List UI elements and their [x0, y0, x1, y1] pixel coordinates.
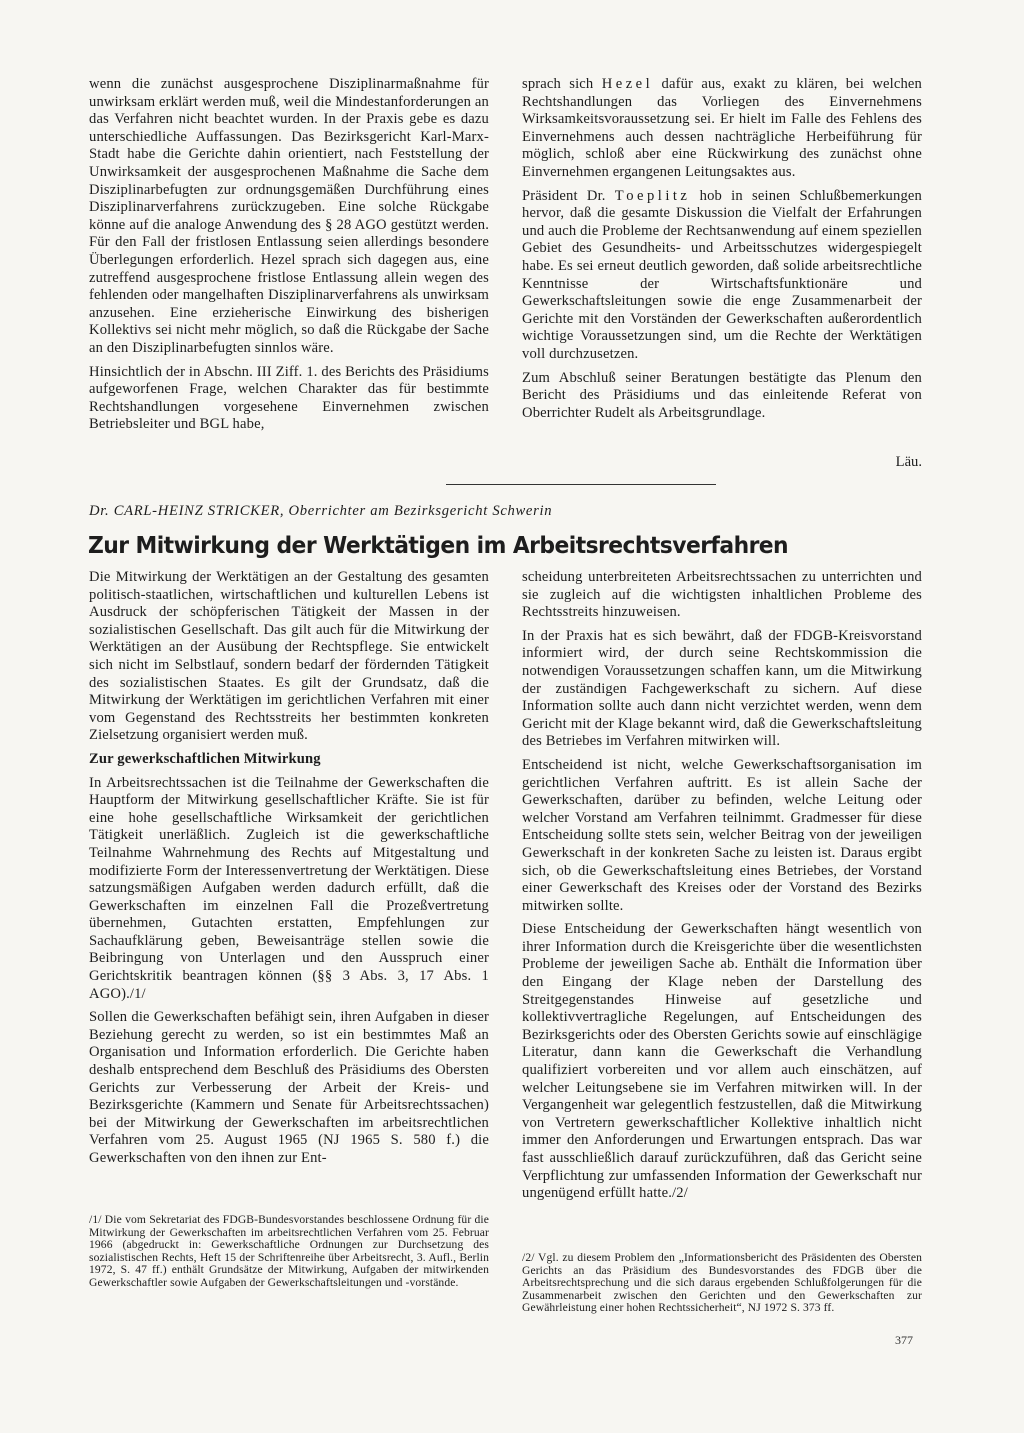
paragraph: wenn die zunächst ausgesprochene Disziplinarmaßnahme für unwirksam erklärt werden muß, weil die Mindestanforderungen an das Verfahren nicht beachtet wurden. In der Praxis gebe es dazu unterschiedliche Auffassungen. Das Bezirksgericht Karl-Marx-Stadt habe die Gerichte dahin orientiert, nach Feststellung der Unwirksamkeit der ausgesprochenen Maßnahme die Sache dem Disziplinarbefugten zur ordnungsgemäßen Durchführung eines Disziplinarverfahrens zurückzugeben. Eine solche Rückgabe könne auf die analoge Anwendung des § 28 AGO gestützt werden. Für den Fall der fristlosen Entlassung seien allerdings besondere Überlegungen erforderlich. Hezel sprach sich dagegen aus, eine zutreffend ausgesprochene fristlose Entlassung allein wegen des fehlenden oder mangelhaften Disziplinarverfahrens als unwirksam anzusehen. Eine erzieherische Einwirkung des bisherigen Kollektivs sei nicht mehr möglich, so daß die Rückgabe der Sache an den Disziplinarbefugten sinnlos wäre. [89, 76, 489, 356]
paragraph: sprach sich Hezel dafür aus, exakt zu klären, bei welchen Rechtshandlungen das Vorliegen des Einvernehmens Wirksamkeitsvoraussetzung sei. Er hielt im Falle des Fehlens des Einvernehmens auch dessen nachträgliche Herbeiführung für möglich, schloß aber eine Rückwirkung des zunächst ohne Einvernehmen ergangenen Leitungsaktes aus. [522, 76, 922, 180]
section-divider [446, 484, 716, 485]
footnote-1: /1/ Die vom Sekretariat des FDGB-Bundesvorstandes beschlossene Ordnung für die Mitwirkung der Gewerkschaften im arbeitsrechtlichen Verfahren vom 25. Februar 1966 (abgedruckt in: Gewerkschaftliche Ordnungen zur Durchsetzung des sozialistischen Rechts, Heft 15 der Schriftenreihe über Arbeitsrecht, 3. Aufl., Berlin 1972, S. 47 ff.) enthält Grundsätze der Mitwirkung, Aufgaben der mitwirkenden Gewerkschaftler sowie Aufgaben der Gewerkschaftsleitungen und -vorstände. [89, 1213, 489, 1289]
page-number: 377 [895, 1333, 913, 1347]
name-hezel: Hezel [601, 76, 654, 92]
section-heading: Zur gewerkschaftlichen Mitwirkung [89, 750, 321, 767]
paragraph: Zum Abschluß seiner Beratungen bestätigte das Plenum den Bericht des Präsidiums und das einleitende Referat von Oberrichter Rudelt als Arbeitsgrundlage. [522, 369, 922, 421]
top-left-column [89, 76, 489, 440]
paragraph: In Arbeitsrechtssachen ist die Teilnahme der Gewerkschaften die Hauptform der Mitwirkung gesellschaftlicher Kräfte. Sie ist für eine hohe gesellschaftliche Wirksamkeit der gerichtlichen Tätigkeit unerläßlich. Zugleich ist die gewerkschaftliche Teilnahme Wahrnehmung des Rechts auf Mitgestaltung und modifizierte Form der Interessenvertretung der Werktätigen. Diese satzungsmäßigen Aufgaben werden dadurch erfüllt, daß die Gewerkschaften im einzelnen Fall die Prozeßvertretung übernehmen, Gutachten erstatten, Empfehlungen zur Sachaufklärung geben, Beweisanträge stellen sowie die Beibringung von Unterlagen und den Ausspruch einer Gerichtskritik beantragen können (§§ 3 Abs. 3, 17 Abs. 1 AGO)./1/ [89, 774, 489, 1002]
paragraph: Sollen die Gewerkschaften befähigt sein, ihren Aufgaben in dieser Beziehung gerecht zu werden, so ist ein bestimmtes Maß an Organisation und Information erforderlich. Die Gerichte haben deshalb entsprechend dem Beschluß des Präsidiums des Obersten Gerichts zur Verbesserung der Arbeit der Kreis- und Bezirksgerichte (Kammern und Senate für Arbeitsrechtssachen) bei der Mitwirkung der Gewerkschaften im arbeitsrechtlichen Verfahren vom 25. August 1965 (NJ 1965 S. 580 f.) die Gewerkschaften von den ihnen zur Ent- [89, 1009, 489, 1166]
paragraph: Hinsichtlich der in Abschn. III Ziff. 1. des Berichts des Präsidiums aufgeworfenen Frage, welchen Charakter das für bestimmte Rechtshandlungen vorgesehene Einvernehmen zwischen Betriebsleiter und BGL habe, [89, 363, 489, 433]
author-byline: Dr. CARL-HEINZ STRICKER, Oberrichter am Bezirksgericht Schwerin [89, 503, 553, 519]
paragraph: Diese Entscheidung der Gewerkschaften hängt wesentlich von ihrer Information durch die Kreisgerichte über die wesentlichsten Probleme der jeweiligen Sache ab. Enthält die Information über den Eingang der Klage neben der Darstellung des Streitgegenstandes Hinweise auf gesetzliche und kollektivvertragliche Regelungen, auf Entscheidungen des Bezirksgerichts oder des Obersten Gerichts sowie auf einschlägige Literatur, dann kann die Gewerkschaft die Verhandlung qualifiziert vorbereiten und vor allem auch einschätzen, auf welcher Leitungsebene sie im Verfahren mitwirken will. In der Vergangenheit war gelegentlich festzustellen, daß die Mitwirkung von Vertretern gewerkschaftlicher Kollektive inhaltlich nicht immer den Anforderungen und Erwartungen entsprach. Das war fast ausschließlich darauf zurückzuführen, daß das Gericht seine Verpflichtung zur umfassenden Information der Gewerkschaft nur ungenügend erfüllt hatte./2/ [522, 921, 922, 1202]
bottom-right-column [522, 569, 922, 1209]
footnote-2: /2/ Vgl. zu diesem Problem den „Informationsbericht des Präsidenten des Obersten Gerichts an das Präsidium des Bundesvorstandes des FDGB über die Arbeitsrechtsprechung und die sich daraus ergebenden Schlußfolgerungen für die Zusammenarbeit zwischen den Gerichten und den Gewerkschaften zur Gewährleistung einer hohen Rechtssicherheit“, NJ 1972 S. 373 ff. [522, 1251, 922, 1315]
bottom-left-column [89, 569, 489, 1174]
paragraph: In der Praxis hat es sich bewährt, daß der FDGB-Kreisvorstand informiert wird, der durch seine Rechtskommission die notwendigen Voraussetzungen schaffen kann, um die Mitwirkung der zuständigen Fachgewerkschaft zu sichern. Auf diese Information sollte auch dann nicht verzichtet werden, wenn dem Gericht mit der Klage bekannt wird, daß die Gewerkschaftsleitung des Betriebes im Verfahren mitwirken will. [522, 627, 922, 750]
paragraph: Entscheidend ist nicht, welche Gewerkschaftsorganisation im gerichtlichen Verfahren auftritt. Es ist allein Sache der Gewerkschaften, darüber zu befinden, welche Leitung oder welcher Vorstand am Verfahren teilnimmt. Gradmesser für diese Entscheidung sollte stets sein, welcher Beitrag von der jeweiligen Gewerkschaft in der konkreten Sache zu leisten ist. Daraus ergibt sich, ob die Gewerkschaftsleitung eines Betriebes, der Vorstand einer Gewerkschaft des Kreises oder der Vorstand des Bezirks mitwirken sollte. [522, 756, 922, 914]
top-right-column [522, 76, 922, 428]
paragraph: scheidung unterbreiteten Arbeitsrechtssachen zu unterrichten und sie zugleich auf die wichtigsten inhaltlichen Probleme des Rechtsstreits hinzuweisen. [522, 569, 922, 621]
name-toeplitz: Toeplitz [614, 187, 691, 204]
paragraph: Präsident Dr. Toeplitz hob in seinen Schlußbemerkungen hervor, daß die gesamte Diskussion die Vielfalt der Erfahrungen und auch die Probleme der Rechtsanwendung auf einem speziellen Gebiet des Gesundheits- und Arbeitsschutzes widergespiegelt habe. Es sei erneut deutlich geworden, daß solide arbeitsrechtliche Kenntnisse der Wirtschaftsfunktionäre und Gewerkschaftsleitungen sowie die enge Zusammenarbeit der Gerichte mit den Vorständen der Gewerkschaften außerordentlich wichtige Voraussetzungen sind, um die Rechte der Werktätigen voll durchzusetzen. [522, 187, 922, 362]
article-title: Zur Mitwirkung der Werktätigen im Arbeitsrechtsverfahren [88, 531, 789, 559]
paragraph: Die Mitwirkung der Werktätigen an der Gestaltung des gesamten politisch-staatlichen, wirtschaftlichen und kulturellen Lebens ist Ausdruck der schöpferischen Tätigkeit der Massen in der sozialistischen Gesellschaft. Das gilt auch für die Mitwirkung der Werktätigen an der Ausübung der Rechtspflege. Sie entwickelt sich nicht im Selbstlauf, sondern bedarf der fördernden Tätigkeit des sozialistischen Staates. Es gilt der Grundsatz, daß die Mitwirkung der Werktätigen im gerichtlichen Verfahren mit einer vom Gegenstand des Rechtsstreits her bestimmten konkreten Zielsetzung organisiert werden muß. [89, 569, 489, 744]
signature: Läu. [895, 454, 922, 470]
